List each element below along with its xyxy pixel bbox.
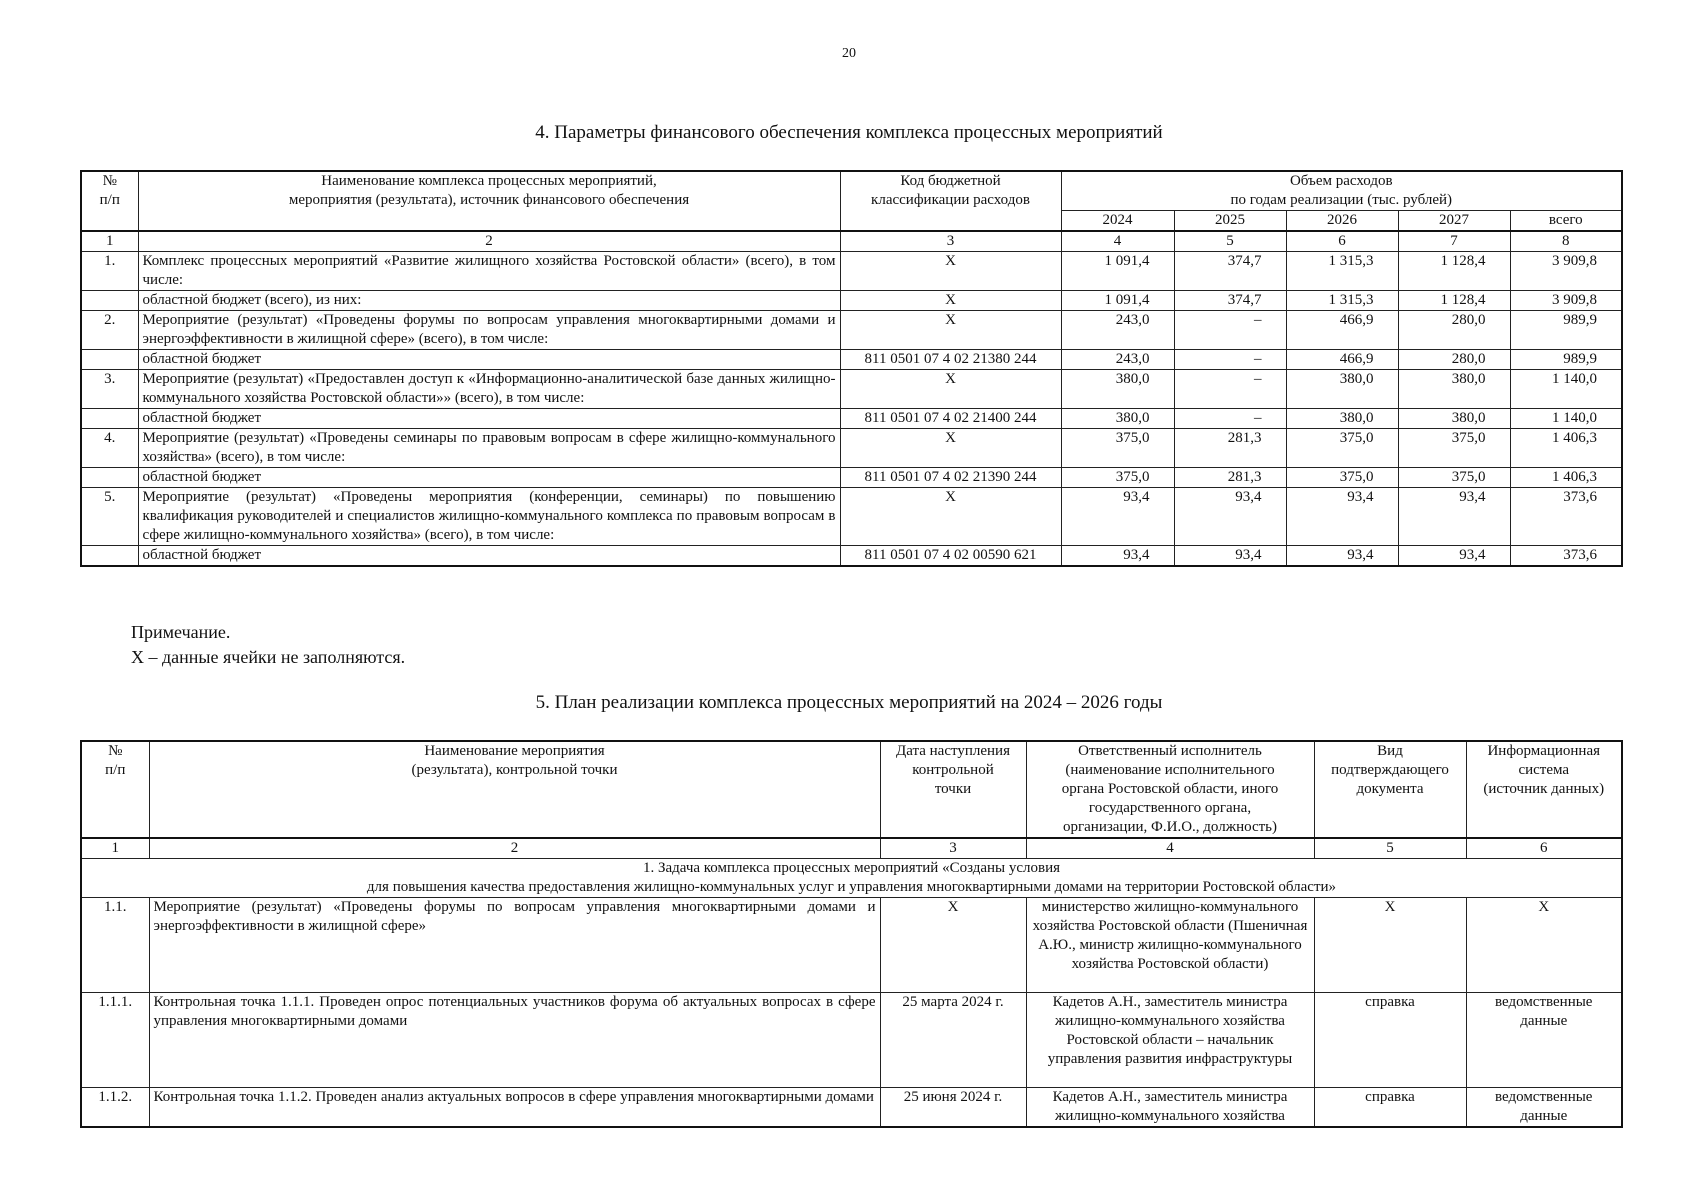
row-budget-code: 811 0501 07 4 02 21390 244 bbox=[840, 468, 1061, 488]
table-row bbox=[81, 898, 1622, 993]
row-name: областной бюджет bbox=[138, 468, 840, 488]
row-number: 5. bbox=[81, 488, 138, 546]
row-document: справка bbox=[1314, 1088, 1466, 1128]
col-number: 6 bbox=[1286, 231, 1398, 252]
table-row bbox=[81, 370, 1622, 409]
row-year-value: 466,9 bbox=[1286, 311, 1398, 350]
row-info-system: X bbox=[1466, 898, 1622, 993]
row-total: 373,6 bbox=[1510, 488, 1622, 546]
row-document: X bbox=[1314, 898, 1466, 993]
col-number: 3 bbox=[880, 838, 1026, 859]
row-year-value: – bbox=[1174, 350, 1286, 370]
row-year-value: 93,4 bbox=[1061, 546, 1174, 567]
table-row bbox=[81, 488, 1622, 546]
col-number: 8 bbox=[1510, 231, 1622, 252]
row-year-value: – bbox=[1174, 409, 1286, 429]
header-date: Дата наступления контрольной точки bbox=[880, 741, 1026, 838]
row-year-value: 93,4 bbox=[1398, 488, 1510, 546]
row-year-value: 93,4 bbox=[1286, 546, 1398, 567]
row-responsible: министерство жилищно-коммунального хозяйства Ростовской области (Пшеничная А.Ю., министр жилищно-коммунального хозяйства Ростовской области) bbox=[1026, 898, 1314, 993]
column-numbers-row bbox=[81, 231, 1622, 252]
row-name: Контрольная точка 1.1.2. Проведен анализ актуальных вопросов в сфере управления многоквартирными домами bbox=[149, 1088, 880, 1128]
note-heading: Примечание. bbox=[131, 622, 231, 642]
row-year-value: 375,0 bbox=[1061, 429, 1174, 468]
task-row bbox=[81, 859, 1622, 898]
row-budget-code: X bbox=[840, 429, 1061, 468]
row-number bbox=[81, 468, 138, 488]
table-row bbox=[81, 311, 1622, 350]
row-year-value: 243,0 bbox=[1061, 311, 1174, 350]
col-number: 2 bbox=[138, 231, 840, 252]
row-total: 1 140,0 bbox=[1510, 409, 1622, 429]
row-total: 1 406,3 bbox=[1510, 468, 1622, 488]
row-name: Мероприятие (результат) «Проведены форумы по вопросам управления многоквартирными домами и энергоэффективности в жилищной сфере» (всего), в том числе: bbox=[138, 311, 840, 350]
row-budget-code: 811 0501 07 4 02 21380 244 bbox=[840, 350, 1061, 370]
row-year-value: 243,0 bbox=[1061, 350, 1174, 370]
col-number: 1 bbox=[81, 838, 149, 859]
row-name: Мероприятие (результат) «Проведены форумы по вопросам управления многоквартирными домами и энергоэффективности в жилищной сфере» bbox=[149, 898, 880, 993]
row-year-value: 375,0 bbox=[1061, 468, 1174, 488]
header-volume: Объем расходов по годам реализации (тыс. рублей) bbox=[1061, 171, 1622, 211]
row-budget-code: X bbox=[840, 488, 1061, 546]
header-year: 2027 bbox=[1398, 211, 1510, 232]
row-number: 1. bbox=[81, 252, 138, 291]
row-year-value: 375,0 bbox=[1398, 468, 1510, 488]
note-text: X – данные ячейки не заполняются. bbox=[131, 647, 406, 667]
row-year-value: 466,9 bbox=[1286, 350, 1398, 370]
table-row bbox=[81, 429, 1622, 468]
header-year: 2024 bbox=[1061, 211, 1174, 232]
row-total: 3 909,8 bbox=[1510, 291, 1622, 311]
table-row bbox=[81, 291, 1622, 311]
row-total: 3 909,8 bbox=[1510, 252, 1622, 291]
table-row bbox=[81, 468, 1622, 488]
row-year-value: 380,0 bbox=[1061, 370, 1174, 409]
row-year-value: 281,3 bbox=[1174, 468, 1286, 488]
row-name: Мероприятие (результат) «Предоставлен доступ к «Информационно-аналитической базе данных жилищно-коммунального хозяйства Ростовской области»» (всего), в том числе: bbox=[138, 370, 840, 409]
row-budget-code: X bbox=[840, 252, 1061, 291]
header-name: Наименование мероприятия (результата), контрольной точки bbox=[149, 741, 880, 838]
row-responsible: Кадетов А.Н., заместитель министра жилищно-коммунального хозяйства bbox=[1026, 1088, 1314, 1128]
page-number: 20 bbox=[842, 46, 856, 61]
header-year: 2026 bbox=[1286, 211, 1398, 232]
row-name: Мероприятие (результат) «Проведены семинары по правовым вопросам в сфере жилищно-коммунального хозяйства» (всего), в том числе: bbox=[138, 429, 840, 468]
row-name: областной бюджет bbox=[138, 350, 840, 370]
row-name: Комплекс процессных мероприятий «Развитие жилищного хозяйства Ростовской области» (всего), в том числе: bbox=[138, 252, 840, 291]
task-title: 1. Задача комплекса процессных мероприятий «Созданы условия для повышения качества предоставления жилищно-коммунальных услуг и управления многоквартирными домами на территории Ростовской области» bbox=[81, 859, 1622, 898]
financial-table bbox=[80, 170, 1623, 567]
col-number: 4 bbox=[1061, 231, 1174, 252]
row-year-value: 1 315,3 bbox=[1286, 252, 1398, 291]
col-number: 3 bbox=[840, 231, 1061, 252]
header-name: Наименование комплекса процессных мероприятий, мероприятия (результата), источник финансового обеспечения bbox=[138, 171, 840, 231]
header-num: № п/п bbox=[81, 171, 138, 231]
col-number: 6 bbox=[1466, 838, 1622, 859]
col-number: 1 bbox=[81, 231, 138, 252]
row-date: X bbox=[880, 898, 1026, 993]
row-number: 4. bbox=[81, 429, 138, 468]
table-row bbox=[81, 1088, 1622, 1128]
row-year-value: 93,4 bbox=[1061, 488, 1174, 546]
col-number: 7 bbox=[1398, 231, 1510, 252]
row-year-value: 380,0 bbox=[1286, 409, 1398, 429]
row-total: 1 406,3 bbox=[1510, 429, 1622, 468]
table-row bbox=[81, 350, 1622, 370]
row-name: Мероприятие (результат) «Проведены мероприятия (конференции, семинары) по повышению квалификация руководителей и специалистов жилищно-коммунального комплекса по правовым вопросам в сфере жилищно-коммунального хозяйства» (всего), в том числе: bbox=[138, 488, 840, 546]
row-name: областной бюджет bbox=[138, 409, 840, 429]
table-row bbox=[81, 993, 1622, 1088]
row-year-value: 93,4 bbox=[1286, 488, 1398, 546]
row-year-value: 380,0 bbox=[1398, 409, 1510, 429]
row-number bbox=[81, 350, 138, 370]
header-responsible: Ответственный исполнитель (наименование исполнительного органа Ростовской области, иного государственного органа, организации, Ф.И.О., должность) bbox=[1026, 741, 1314, 838]
row-name: Контрольная точка 1.1.1. Проведен опрос потенциальных участников форума об актуальных вопросах в сфере управления многоквартирными домами bbox=[149, 993, 880, 1088]
header-code: Код бюджетной классификации расходов bbox=[840, 171, 1061, 231]
row-year-value: 1 315,3 bbox=[1286, 291, 1398, 311]
row-number bbox=[81, 291, 138, 311]
row-year-value: 374,7 bbox=[1174, 252, 1286, 291]
row-responsible: Кадетов А.Н., заместитель министра жилищно-коммунального хозяйства Ростовской области – начальник управления развития инфраструктуры bbox=[1026, 993, 1314, 1088]
row-budget-code: X bbox=[840, 311, 1061, 350]
table-row bbox=[81, 546, 1622, 567]
header-num: № п/п bbox=[81, 741, 149, 838]
row-year-value: 280,0 bbox=[1398, 350, 1510, 370]
row-year-value: 1 128,4 bbox=[1398, 252, 1510, 291]
row-year-value: – bbox=[1174, 311, 1286, 350]
row-total: 989,9 bbox=[1510, 311, 1622, 350]
row-info-system: ведомственные данные bbox=[1466, 993, 1622, 1088]
plan-table bbox=[80, 740, 1623, 1128]
row-name: областной бюджет bbox=[138, 546, 840, 567]
header-info-system: Информационная система (источник данных) bbox=[1466, 741, 1622, 838]
table-row bbox=[81, 252, 1622, 291]
row-number: 2. bbox=[81, 311, 138, 350]
row-number bbox=[81, 546, 138, 567]
table-row bbox=[81, 409, 1622, 429]
col-number: 5 bbox=[1174, 231, 1286, 252]
row-date: 25 марта 2024 г. bbox=[880, 993, 1026, 1088]
row-budget-code: X bbox=[840, 370, 1061, 409]
row-year-value: 93,4 bbox=[1174, 488, 1286, 546]
row-year-value: 375,0 bbox=[1286, 468, 1398, 488]
row-year-value: 1 128,4 bbox=[1398, 291, 1510, 311]
row-year-value: 1 091,4 bbox=[1061, 291, 1174, 311]
financial-table-body bbox=[81, 252, 1622, 567]
row-budget-code: X bbox=[840, 291, 1061, 311]
row-total: 373,6 bbox=[1510, 546, 1622, 567]
row-year-value: 93,4 bbox=[1398, 546, 1510, 567]
row-year-value: 281,3 bbox=[1174, 429, 1286, 468]
col-number: 2 bbox=[149, 838, 880, 859]
row-number: 3. bbox=[81, 370, 138, 409]
row-number bbox=[81, 409, 138, 429]
row-year-value: – bbox=[1174, 370, 1286, 409]
row-number: 1.1. bbox=[81, 898, 149, 993]
row-year-value: 380,0 bbox=[1286, 370, 1398, 409]
row-year-value: 380,0 bbox=[1061, 409, 1174, 429]
row-year-value: 375,0 bbox=[1398, 429, 1510, 468]
header-total: всего bbox=[1510, 211, 1622, 232]
header-year: 2025 bbox=[1174, 211, 1286, 232]
row-budget-code: 811 0501 07 4 02 21400 244 bbox=[840, 409, 1061, 429]
table5-title: 5. План реализации комплекса процессных мероприятий на 2024 – 2026 годы bbox=[535, 692, 1163, 713]
col-number: 5 bbox=[1314, 838, 1466, 859]
row-date: 25 июня 2024 г. bbox=[880, 1088, 1026, 1128]
col-number: 4 bbox=[1026, 838, 1314, 859]
row-year-value: 280,0 bbox=[1398, 311, 1510, 350]
row-budget-code: 811 0501 07 4 02 00590 621 bbox=[840, 546, 1061, 567]
row-year-value: 374,7 bbox=[1174, 291, 1286, 311]
row-number: 1.1.1. bbox=[81, 993, 149, 1088]
row-name: областной бюджет (всего), из них: bbox=[138, 291, 840, 311]
column-numbers-row bbox=[81, 838, 1622, 859]
row-year-value: 380,0 bbox=[1398, 370, 1510, 409]
row-year-value: 375,0 bbox=[1286, 429, 1398, 468]
row-year-value: 1 091,4 bbox=[1061, 252, 1174, 291]
table4-title: 4. Параметры финансового обеспечения комплекса процессных мероприятий bbox=[535, 122, 1163, 143]
row-info-system: ведомственные данные bbox=[1466, 1088, 1622, 1128]
row-document: справка bbox=[1314, 993, 1466, 1088]
row-total: 989,9 bbox=[1510, 350, 1622, 370]
row-year-value: 93,4 bbox=[1174, 546, 1286, 567]
header-document: Вид подтверждающего документа bbox=[1314, 741, 1466, 838]
row-number: 1.1.2. bbox=[81, 1088, 149, 1128]
plan-table-body bbox=[81, 898, 1622, 1128]
row-total: 1 140,0 bbox=[1510, 370, 1622, 409]
